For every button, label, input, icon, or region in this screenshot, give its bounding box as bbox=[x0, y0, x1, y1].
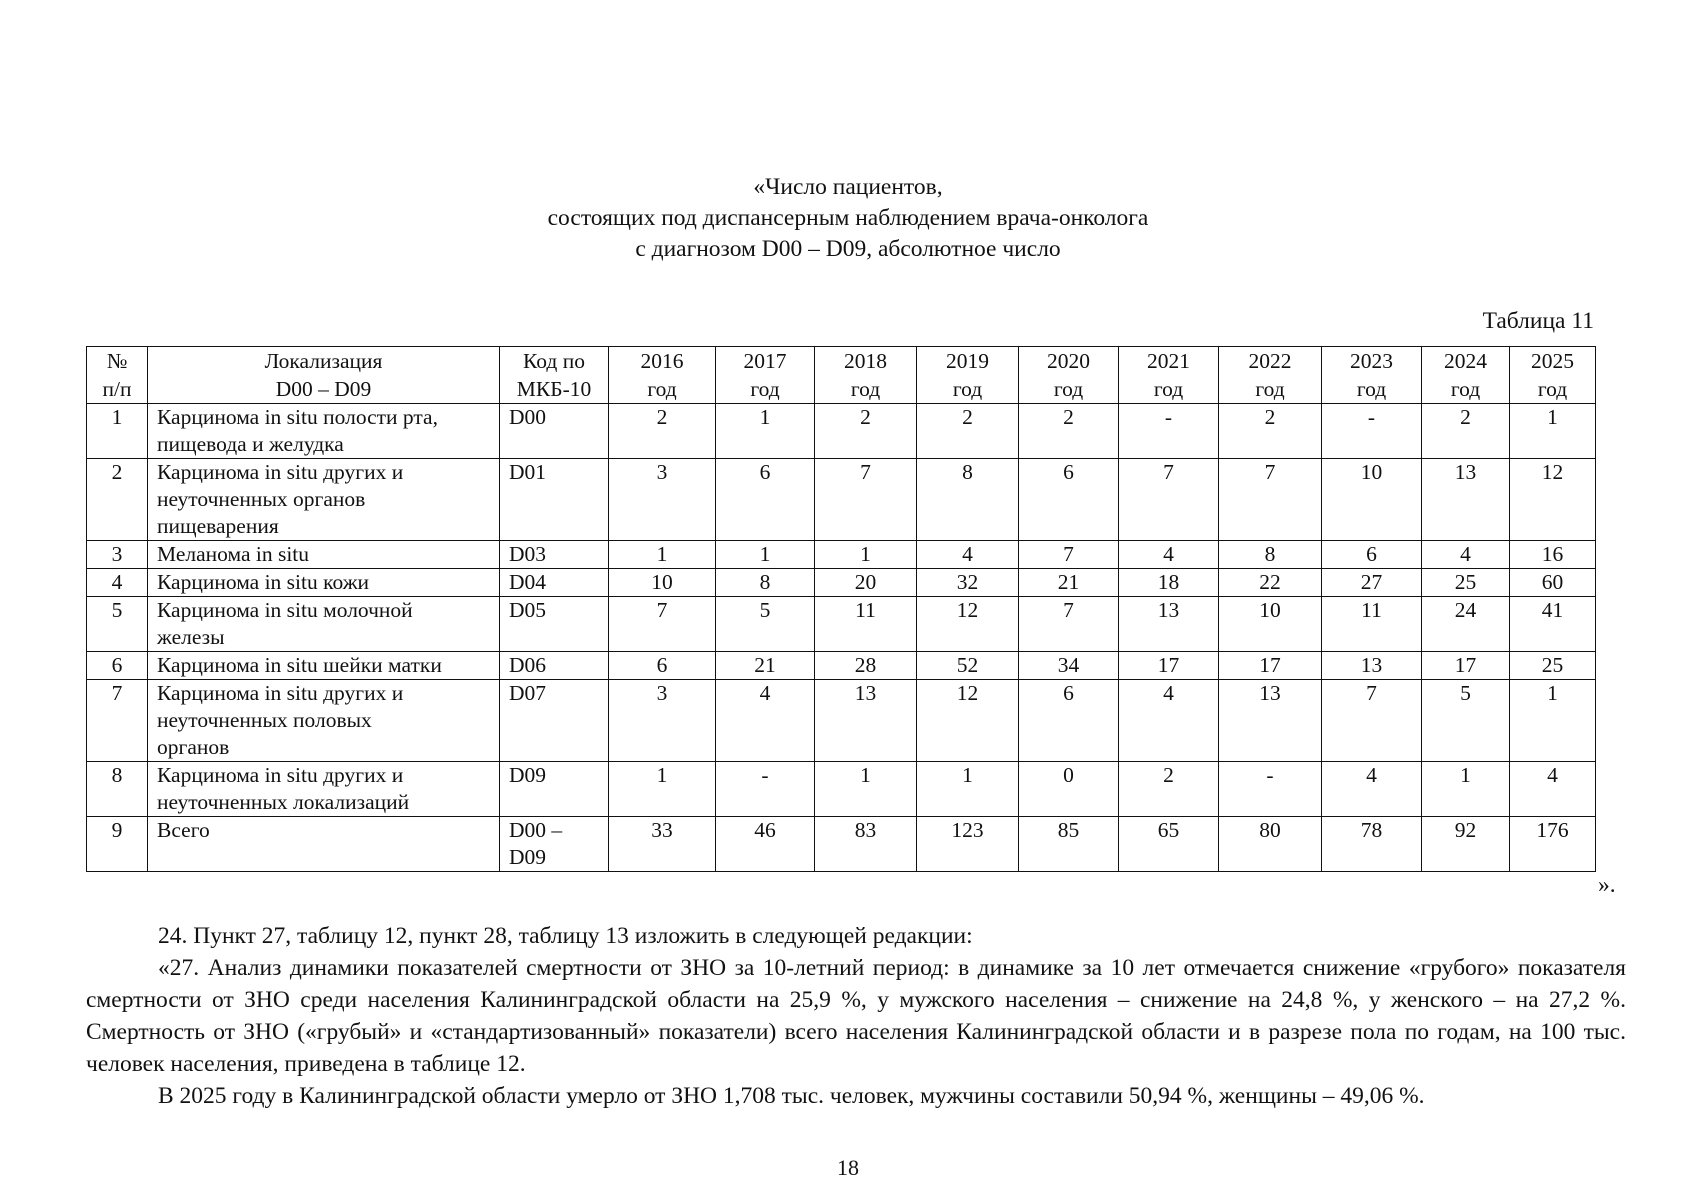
year-unit: год bbox=[750, 377, 780, 401]
year-value: 85 bbox=[1019, 817, 1119, 872]
title-line-2: состоящих под диспансерным наблюдением врача-онколога bbox=[547, 205, 1149, 231]
year-value: 21 bbox=[716, 652, 815, 680]
table-total-row bbox=[87, 817, 1596, 872]
title-line-1: «Число пациентов, bbox=[753, 174, 943, 200]
year-value: 28 bbox=[815, 652, 917, 680]
year-value: 8 bbox=[1219, 541, 1322, 569]
code-line: D00 – bbox=[509, 818, 563, 842]
header-localization bbox=[148, 347, 500, 404]
year-value: 1 bbox=[815, 762, 917, 817]
year-value: 52 bbox=[917, 652, 1019, 680]
year-value: 1 bbox=[716, 541, 815, 569]
year-value: 11 bbox=[1322, 597, 1422, 652]
body-text bbox=[86, 920, 1626, 1112]
year-unit: год bbox=[952, 377, 983, 401]
row-icd-code: D06 bbox=[500, 652, 609, 680]
year-value: 13 bbox=[815, 680, 917, 762]
year-value: 7 bbox=[1219, 459, 1322, 541]
year-value: 10 bbox=[1322, 459, 1422, 541]
year-value: 7 bbox=[815, 459, 917, 541]
patients-table bbox=[86, 346, 1596, 872]
table-row bbox=[87, 541, 1596, 569]
year-label: 2016 bbox=[640, 349, 684, 373]
year-label: 2018 bbox=[844, 349, 887, 373]
table-row bbox=[87, 680, 1596, 762]
year-label: 2019 bbox=[946, 349, 989, 373]
year-value: 8 bbox=[716, 569, 815, 597]
year-unit: год bbox=[647, 377, 677, 401]
table-title bbox=[0, 172, 1696, 265]
year-value: 2 bbox=[917, 404, 1019, 459]
year-value: 1 bbox=[716, 404, 815, 459]
header-year bbox=[1119, 347, 1219, 404]
year-label: 2025 bbox=[1531, 349, 1574, 373]
localization-line: Карцинома in situ других и bbox=[157, 681, 404, 705]
year-value: 21 bbox=[1019, 569, 1119, 597]
year-value: - bbox=[716, 762, 815, 817]
header-year bbox=[815, 347, 917, 404]
year-value: 1 bbox=[917, 762, 1019, 817]
table-header-row bbox=[87, 347, 1596, 404]
year-unit: год bbox=[1153, 377, 1184, 401]
year-value: 65 bbox=[1119, 817, 1219, 872]
year-value: 92 bbox=[1422, 817, 1510, 872]
year-label: 2022 bbox=[1248, 349, 1292, 373]
year-value: 1 bbox=[815, 541, 917, 569]
row-number: 8 bbox=[87, 762, 148, 817]
header-code-top: Код по bbox=[523, 349, 585, 373]
year-value: 5 bbox=[1422, 680, 1510, 762]
year-value: 6 bbox=[716, 459, 815, 541]
year-value: 13 bbox=[1422, 459, 1510, 541]
year-value: 80 bbox=[1219, 817, 1322, 872]
year-value: 17 bbox=[1422, 652, 1510, 680]
header-year bbox=[1510, 347, 1596, 404]
paragraph: В 2025 году в Калининградской области умерло от ЗНО 1,708 тыс. человек, мужчины составили 50,94 %, женщины – 49,06 %. bbox=[158, 1083, 1425, 1109]
header-year bbox=[1019, 347, 1119, 404]
year-value: 3 bbox=[609, 459, 716, 541]
year-value: 6 bbox=[609, 652, 716, 680]
row-localization bbox=[148, 459, 500, 541]
year-value: 6 bbox=[1019, 459, 1119, 541]
year-value: 78 bbox=[1322, 817, 1422, 872]
header-year bbox=[1322, 347, 1422, 404]
year-value: - bbox=[1119, 404, 1219, 459]
year-value: 0 bbox=[1019, 762, 1119, 817]
year-value: 2 bbox=[815, 404, 917, 459]
localization-line: Карцинома in situ шейки матки bbox=[157, 653, 442, 677]
header-num-bottom: п/п bbox=[102, 377, 132, 401]
year-value: 6 bbox=[1019, 680, 1119, 762]
localization-line: железы bbox=[157, 625, 225, 649]
row-localization bbox=[148, 652, 500, 680]
year-value: 123 bbox=[917, 817, 1019, 872]
year-value: 60 bbox=[1510, 569, 1596, 597]
year-value: 20 bbox=[815, 569, 917, 597]
row-number: 6 bbox=[87, 652, 148, 680]
localization-line: Карцинома in situ молочной bbox=[157, 598, 413, 622]
row-number: 9 bbox=[87, 817, 148, 872]
localization-line: неуточненных локализаций bbox=[157, 790, 410, 814]
row-icd-code: D05 bbox=[500, 597, 609, 652]
localization-line: неуточненных органов bbox=[157, 487, 366, 511]
year-value: 3 bbox=[609, 680, 716, 762]
code-line: D09 bbox=[509, 845, 547, 869]
year-value: 176 bbox=[1510, 817, 1596, 872]
year-value: 2 bbox=[1119, 762, 1219, 817]
localization-line: органов bbox=[157, 735, 230, 759]
row-icd-code: D04 bbox=[500, 569, 609, 597]
year-label: 2021 bbox=[1147, 349, 1190, 373]
localization-line: Меланома in situ bbox=[157, 542, 310, 566]
year-label: 2024 bbox=[1444, 349, 1487, 373]
row-number: 3 bbox=[87, 541, 148, 569]
year-value: 11 bbox=[815, 597, 917, 652]
year-value: 4 bbox=[917, 541, 1019, 569]
year-value: 17 bbox=[1219, 652, 1322, 680]
localization-line: неуточненных половых bbox=[157, 708, 372, 732]
year-label: 2017 bbox=[743, 349, 787, 373]
year-value: 8 bbox=[917, 459, 1019, 541]
localization-line: Карцинома in situ кожи bbox=[157, 570, 370, 594]
year-value: 5 bbox=[716, 597, 815, 652]
header-loc-bottom: D00 – D09 bbox=[275, 377, 372, 401]
year-value: 1 bbox=[1510, 404, 1596, 459]
table-row bbox=[87, 459, 1596, 541]
header-year bbox=[1219, 347, 1322, 404]
year-value: 7 bbox=[1019, 541, 1119, 569]
year-value: 1 bbox=[1510, 680, 1596, 762]
row-number: 2 bbox=[87, 459, 148, 541]
year-unit: год bbox=[1053, 377, 1084, 401]
row-icd-code: D00 bbox=[500, 404, 609, 459]
year-value: 13 bbox=[1119, 597, 1219, 652]
year-value: 10 bbox=[1219, 597, 1322, 652]
row-icd-code bbox=[500, 817, 609, 872]
row-localization bbox=[148, 404, 500, 459]
header-year bbox=[609, 347, 716, 404]
year-value: 6 bbox=[1322, 541, 1422, 569]
year-value: 10 bbox=[609, 569, 716, 597]
year-value: 4 bbox=[1119, 541, 1219, 569]
year-value: 16 bbox=[1510, 541, 1596, 569]
row-localization bbox=[148, 680, 500, 762]
row-localization bbox=[148, 762, 500, 817]
year-value: 4 bbox=[1422, 541, 1510, 569]
table-body bbox=[87, 404, 1596, 872]
row-localization bbox=[148, 541, 500, 569]
year-value: 12 bbox=[917, 680, 1019, 762]
row-icd-code: D07 bbox=[500, 680, 609, 762]
year-unit: год bbox=[1450, 377, 1481, 401]
header-year bbox=[1422, 347, 1510, 404]
year-value: - bbox=[1322, 404, 1422, 459]
year-value: - bbox=[1219, 762, 1322, 817]
localization-line: Карцинома in situ других и bbox=[157, 460, 404, 484]
table-row bbox=[87, 597, 1596, 652]
header-num bbox=[87, 347, 148, 404]
year-value: 34 bbox=[1019, 652, 1119, 680]
row-number: 5 bbox=[87, 597, 148, 652]
title-line-3: с диагнозом D00 – D09, абсолютное число bbox=[635, 236, 1061, 262]
localization-line: пищеварения bbox=[157, 514, 279, 538]
year-value: 24 bbox=[1422, 597, 1510, 652]
year-unit: год bbox=[1356, 377, 1387, 401]
year-unit: год bbox=[1537, 377, 1568, 401]
paragraph: «27. Анализ динамики показателей смертности от ЗНО за 10-летний период: в динамике за 10 лет отмечается снижение «грубого» показателя смертности от ЗНО среди населения Калининградской области на 25,9 %, у мужского населения – снижение на 24,8 %, у женского – на 27,2 %. Смертность от ЗНО («грубый» и «стандартизованный» показатели) всего населения Калининградской области и в разрезе пола по годам, на 100 тыс. человек населения, приведена в таблице 12. bbox=[86, 955, 1626, 1077]
year-value: 7 bbox=[609, 597, 716, 652]
row-number: 1 bbox=[87, 404, 148, 459]
year-label: 2020 bbox=[1047, 349, 1090, 373]
year-value: 13 bbox=[1219, 680, 1322, 762]
year-value: 7 bbox=[1019, 597, 1119, 652]
row-icd-code: D03 bbox=[500, 541, 609, 569]
year-value: 4 bbox=[1119, 680, 1219, 762]
year-value: 4 bbox=[1510, 762, 1596, 817]
year-value: 2 bbox=[609, 404, 716, 459]
row-localization bbox=[148, 569, 500, 597]
row-localization bbox=[148, 597, 500, 652]
year-value: 7 bbox=[1322, 680, 1422, 762]
row-icd-code: D09 bbox=[500, 762, 609, 817]
localization-line: пищевода и желудка bbox=[157, 432, 344, 456]
header-code bbox=[500, 347, 609, 404]
paragraph: 24. Пункт 27, таблицу 12, пункт 28, таблицу 13 изложить в следующей редакции: bbox=[158, 923, 973, 949]
year-unit: год bbox=[850, 377, 881, 401]
row-number: 7 bbox=[87, 680, 148, 762]
row-number: 4 bbox=[87, 569, 148, 597]
row-icd-code: D01 bbox=[500, 459, 609, 541]
year-value: 2 bbox=[1219, 404, 1322, 459]
header-num-top: № bbox=[106, 349, 128, 373]
header-year bbox=[917, 347, 1019, 404]
year-value: 7 bbox=[1119, 459, 1219, 541]
table-number-label: Таблица 11 bbox=[1482, 308, 1594, 334]
localization-line: Карцинома in situ других и bbox=[157, 763, 404, 787]
year-value: 25 bbox=[1510, 652, 1596, 680]
year-label: 2023 bbox=[1350, 349, 1393, 373]
year-value: 18 bbox=[1119, 569, 1219, 597]
year-value: 4 bbox=[1322, 762, 1422, 817]
year-unit: год bbox=[1255, 377, 1285, 401]
year-value: 1 bbox=[609, 762, 716, 817]
year-value: 1 bbox=[1422, 762, 1510, 817]
page-number: 18 bbox=[837, 1155, 859, 1180]
year-value: 12 bbox=[917, 597, 1019, 652]
year-value: 22 bbox=[1219, 569, 1322, 597]
table-row bbox=[87, 762, 1596, 817]
year-value: 2 bbox=[1422, 404, 1510, 459]
localization-line: Карцинома in situ полости рта, bbox=[157, 405, 438, 429]
table-row bbox=[87, 404, 1596, 459]
header-loc-top: Локализация bbox=[264, 349, 383, 373]
year-value: 41 bbox=[1510, 597, 1596, 652]
table-row bbox=[87, 569, 1596, 597]
closing-quote: ». bbox=[1598, 872, 1616, 898]
year-value: 12 bbox=[1510, 459, 1596, 541]
year-value: 17 bbox=[1119, 652, 1219, 680]
year-value: 2 bbox=[1019, 404, 1119, 459]
year-value: 33 bbox=[609, 817, 716, 872]
year-value: 83 bbox=[815, 817, 917, 872]
header-year bbox=[716, 347, 815, 404]
year-value: 25 bbox=[1422, 569, 1510, 597]
year-value: 46 bbox=[716, 817, 815, 872]
year-value: 4 bbox=[716, 680, 815, 762]
table-row bbox=[87, 652, 1596, 680]
header-code-bottom: МКБ-10 bbox=[516, 377, 592, 401]
year-value: 13 bbox=[1322, 652, 1422, 680]
year-value: 1 bbox=[609, 541, 716, 569]
year-value: 32 bbox=[917, 569, 1019, 597]
row-localization: Всего bbox=[148, 817, 500, 872]
year-value: 27 bbox=[1322, 569, 1422, 597]
